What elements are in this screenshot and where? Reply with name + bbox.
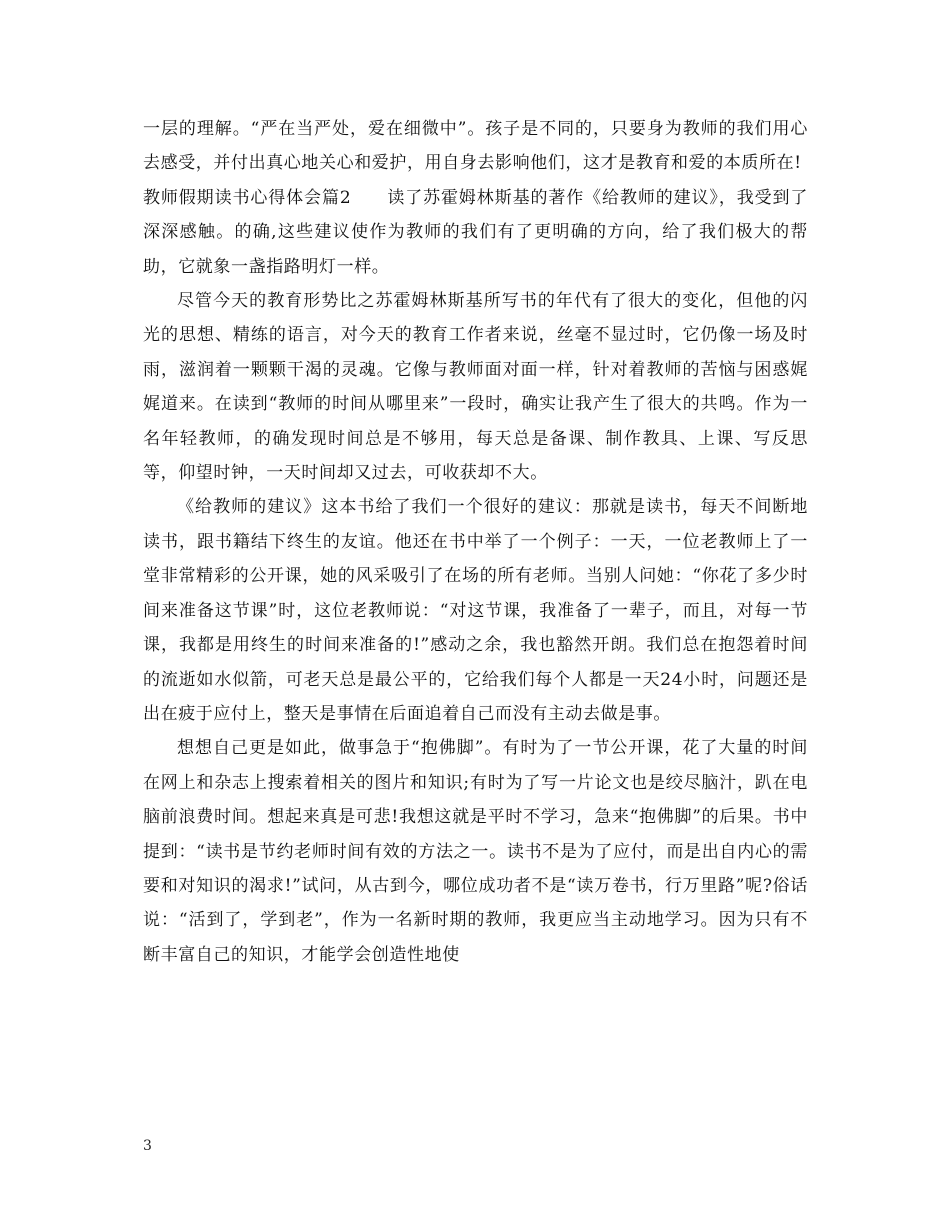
page-number: 3 [143, 1138, 152, 1154]
paragraph-continuation: 一层的理解。“严在当严处，爱在细微中”。孩子是不同的，只要身为教师的我们用心去感受，并付出真心地关心和爱护，用自身去影响他们，这才是教育和爱的本质所在! [143, 119, 808, 174]
document-body [143, 112, 808, 972]
paragraph-body: 《给教师的建议》这本书给了我们一个很好的建议：那就是读书，每天不间断地读书，跟书籍结下终生的友谊。他还在书中举了一个例子：一天，一位老教师上了一堂非常精彩的公开课，她的风采吸引了在场的所有老师。当别人问她：“你花了多少时间来准备这节课”时，这位老教师说：“对这节课，我准备了一辈子，而且，对每一节课，我都是用终生的时间来准备的!”感动之余，我也豁然开朗。我们总在抱怨着时间的流逝如水似箭，可老天总是最公平的，它给我们每个人都是一天24小时，问题还是出在疲于应付上，整天是事情在后面追着自己而没有主动去做是事。 [143, 497, 808, 724]
paragraph-body: 尽管今天的教育形势比之苏霍姆林斯基所写书的年代有了很大的变化，但他的闪光的思想、精练的语言，对今天的教育工作者来说，丝毫不显过时，它仍像一场及时雨，滋润着一颗颗干渴的灵魂。它像与教师面对面一样，针对着教师的苦恼与困惑娓娓道来。在读到“教师的时间从哪里来”一段时，确实让我产生了很大的共鸣。作为一名年轻教师，的确发现时间总是不够用，每天总是备课、制作教具、上课、写反思等，仰望时钟，一天时间却又过去，可收获却不大。 [143, 291, 808, 484]
paragraph-body: 想想自己更是如此，做事急于“抱佛脚”。有时为了一节公开课，花了大量的时间在网上和杂志上搜索着相关的图片和知识;有时为了写一片论文也是绞尽脑汁，趴在电脑前浪费时间。想起来真是可悲!我想这就是平时不学习，急来“抱佛脚”的后果。书中提到：“读书是节约老师时间有效的方法之一。读书不是为了应付，而是出自内心的需要和对知识的渴求!”试问，从古到今，哪位成功者不是“读万卷书，行万里路”呢?俗话说：“活到了，学到老”，作为一名新时期的教师，我更应当主动地学习。因为只有不断丰富自己的知识，才能学会创造性地使 [143, 738, 808, 965]
paragraph-article-heading: 教师假期读书心得体会篇2 读了苏霍姆林斯基的著作《给教师的建议》，我受到了深深感触。的确,这些建议使作为教师的我们有了更明确的方向，给了我们极大的帮助，它就象一盏指路明灯一样。 [143, 187, 808, 277]
